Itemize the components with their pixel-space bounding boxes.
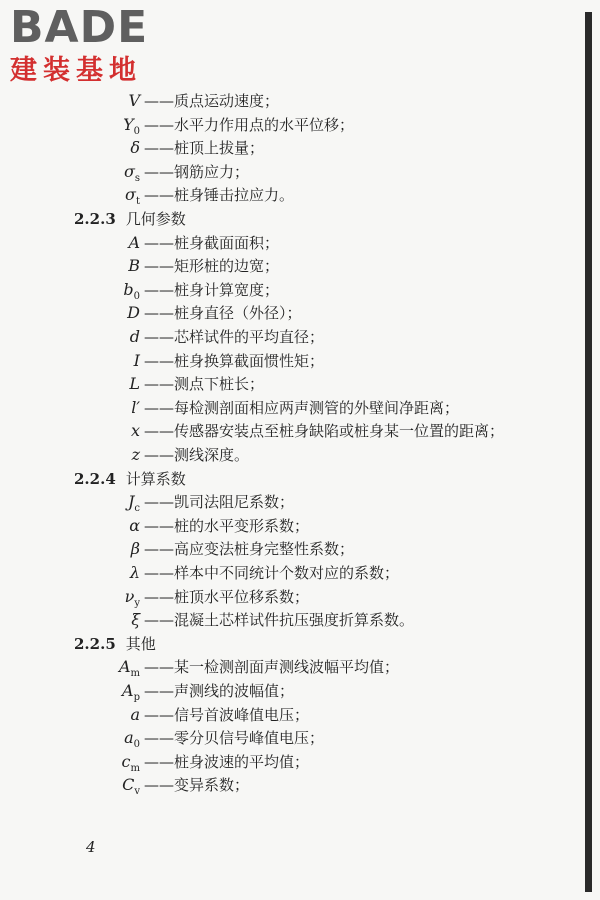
symbol-description: ——测线深度。 [144, 446, 250, 464]
symbol-subscript: 0 [133, 125, 140, 137]
symbol-description: ——声测线的波幅值； [144, 682, 295, 700]
symbol-subscript: s [134, 172, 140, 184]
symbol: $A_m$ [118, 657, 140, 680]
symbol: V [128, 91, 140, 110]
symbol: D [127, 303, 140, 323]
symbol: $J_c$ [127, 492, 140, 515]
symbol-description: ——某一检测剖面声测线波幅平均值； [144, 658, 400, 677]
symbol-description: ——桩身波速的平均值； [144, 752, 310, 771]
symbol: $\nu_y$ [124, 586, 140, 609]
logo-tagline: 建装基地 [10, 55, 142, 86]
symbol-description: ——传感器安装点至桩身缺陷或桩身某一位置的距离； [144, 422, 505, 441]
symbol: $\sigma_t$ [125, 185, 140, 208]
section-title: 其他 [125, 634, 156, 653]
logo-brand: BADE [10, 2, 149, 53]
section-title: 几何参数 [125, 210, 186, 228]
symbol-subscript: 0 [133, 290, 140, 302]
symbol: λ [129, 563, 140, 582]
symbol-description: ——每检测剖面相应两声测管的外壁间净距离； [144, 398, 460, 417]
symbol: B [128, 256, 140, 276]
symbol-subscript: m [130, 668, 140, 680]
symbol-description: ——凯司法阻尼系数； [144, 493, 295, 512]
symbol: z [131, 445, 140, 464]
symbol-subscript: p [133, 692, 140, 704]
symbol-description: ——样本中不同统计个数对应的系数； [144, 564, 400, 582]
symbol-description: ——质点运动速度； [144, 92, 280, 110]
section-heading [74, 633, 156, 655]
section-number: 2.2.3 [74, 210, 116, 228]
symbol-description: ——变异系数； [144, 776, 250, 795]
logo [10, 2, 175, 88]
symbol-subscript: t [135, 196, 140, 208]
symbol-description: ——混凝土芯样试件抗压强度折算系数。 [144, 611, 415, 630]
symbol-description: ——钢筋应力； [144, 162, 250, 181]
page-number: 4 [86, 838, 96, 856]
symbol: $C_v$ [122, 775, 140, 798]
section-heading [74, 208, 186, 230]
section-number: 2.2.5 [74, 634, 116, 653]
symbol: A [128, 232, 140, 252]
symbol: a [130, 704, 140, 724]
symbol-description: ——高应变法桩身完整性系数； [144, 540, 355, 559]
symbol-description: ——桩顶水平位移系数； [144, 587, 310, 606]
symbol: $\sigma_s$ [123, 161, 140, 184]
symbol: L [129, 374, 140, 394]
symbol: δ [130, 138, 140, 158]
page-spine-shadow [585, 12, 592, 892]
symbol: α [129, 515, 140, 535]
symbol-description: ——桩顶上拔量； [144, 139, 265, 158]
section-heading [74, 468, 186, 490]
symbol-description: ——桩身计算宽度； [144, 280, 280, 299]
symbol: $Y_0$ [123, 114, 140, 137]
symbol-description: ——桩身锤击拉应力。 [144, 186, 295, 205]
symbol-description: ——测点下桩长； [144, 375, 265, 394]
symbol: β [130, 539, 140, 559]
symbol-description: ——桩的水平变形系数； [144, 516, 310, 535]
symbol-description: ——芯样试件的平均直径； [144, 328, 325, 346]
symbol-description: ——信号首波峰值电压； [144, 705, 310, 724]
symbol-description: ——水平力作用点的水平位移； [144, 115, 355, 134]
symbol-description: ——桩身换算截面惯性矩； [144, 351, 325, 370]
symbol-subscript: v [134, 786, 140, 798]
symbol-description: ——桩身截面面积； [144, 233, 280, 252]
symbol-description: ——桩身直径（外径）； [144, 304, 302, 323]
section-title: 计算系数 [125, 469, 186, 488]
symbol-description: ——矩形桩的边宽； [144, 257, 280, 276]
symbol: l′ [131, 397, 140, 417]
symbol: $b_0$ [123, 279, 140, 302]
symbol: d [129, 327, 140, 346]
section-number: 2.2.4 [74, 469, 116, 488]
symbol-subscript: c [134, 503, 140, 515]
symbol-subscript: m [130, 762, 140, 774]
symbol-subscript: 0 [133, 739, 140, 751]
symbol-description: ——零分贝信号峰值电压； [144, 729, 325, 748]
symbol: $a_0$ [124, 728, 140, 751]
symbol: ξ [131, 610, 140, 630]
symbol: I [133, 350, 140, 370]
symbol: $A_p$ [122, 681, 140, 704]
symbol: $c_m$ [121, 751, 140, 774]
symbol: x [130, 421, 140, 441]
symbol-subscript: y [134, 597, 140, 609]
